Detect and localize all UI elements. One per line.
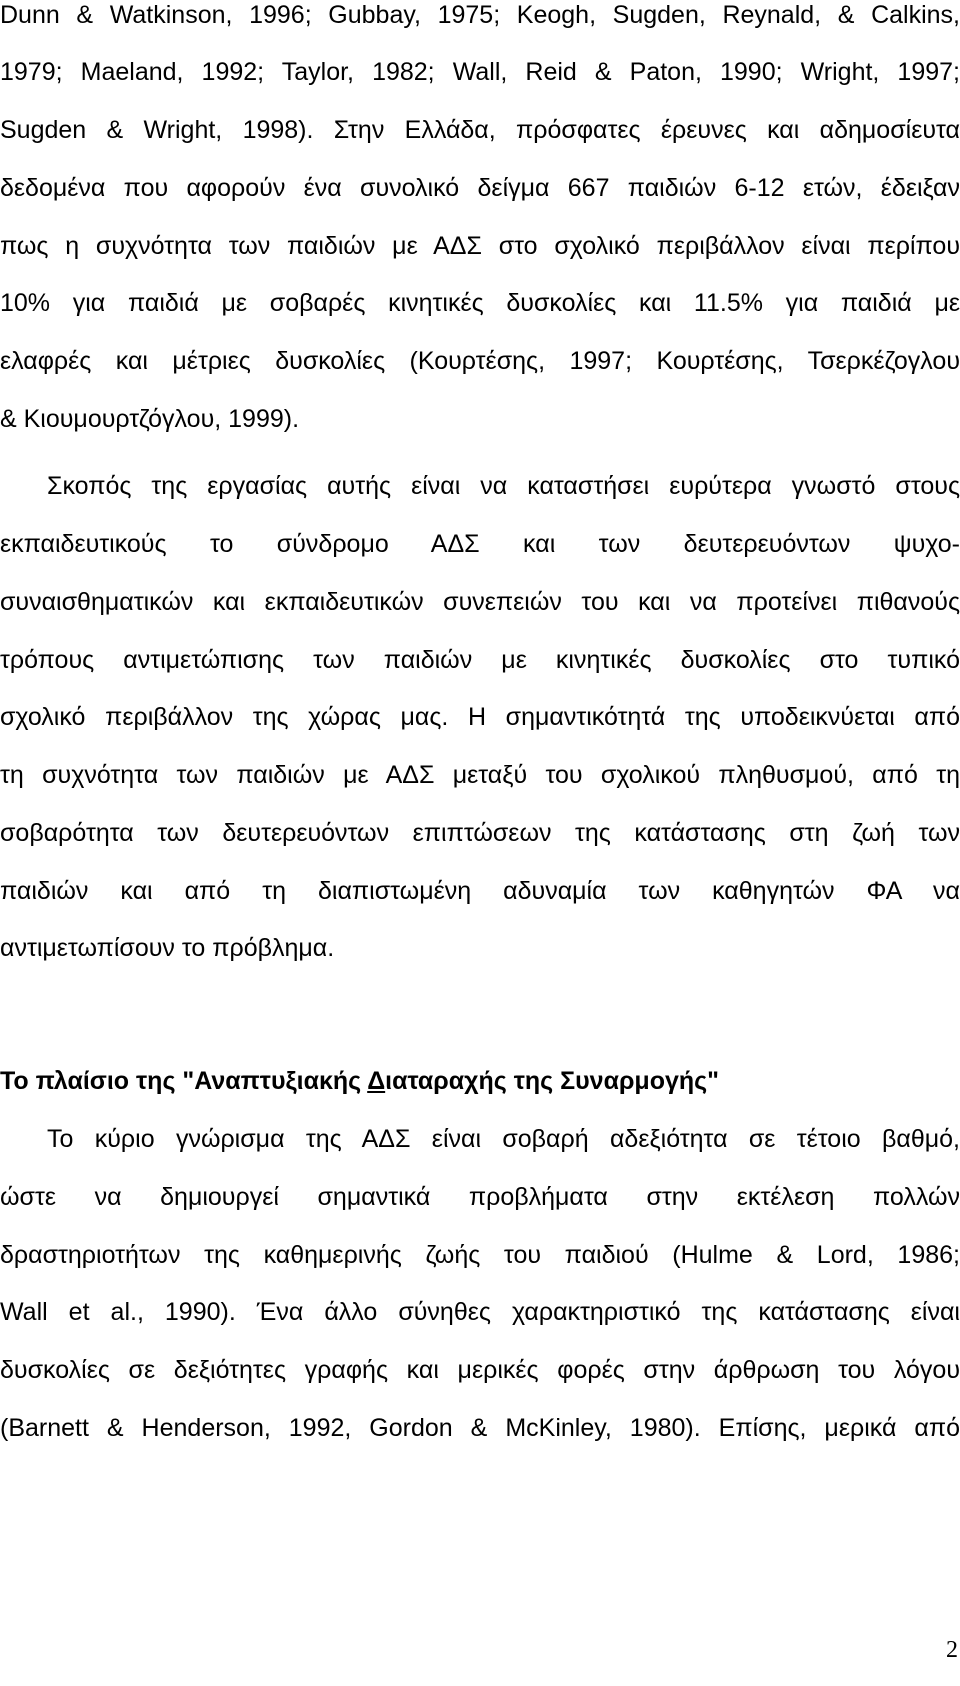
text-line: δυσκολίες σε δεξιότητες γραφής και μερικές φορές στην άρθρωση του λόγου bbox=[0, 1356, 960, 1384]
text-line: σχολικό περιβάλλον της χώρας μας. Η σημαντικότητά της υποδεικνύεται από bbox=[0, 703, 960, 731]
heading-prefix: Το πλαίσιο της "Αναπτυξιακής bbox=[0, 1067, 368, 1095]
text-line: 1979; Maeland, 1992; Taylor, 1982; Wall, Reid & Paton, 1990; Wright, 1997; bbox=[0, 58, 960, 86]
text-line: τη συχνότητα των παιδιών με ΑΔΣ μεταξύ του σχολικού πληθυσμού, από τη bbox=[0, 761, 960, 789]
text-line: Wall et al., 1990). Ένα άλλο σύνηθες χαρακτηριστικό της κατάστασης είναι bbox=[0, 1298, 960, 1326]
text-line: συναισθηματικών και εκπαιδευτικών συνεπειών του και να προτείνει πιθανούς bbox=[0, 588, 960, 616]
page-number: 2 bbox=[946, 1637, 958, 1663]
text-line: τρόπους αντιμετώπισης των παιδιών με κινητικές δυσκολίες στο τυπικό bbox=[0, 646, 960, 674]
text-line: 10% για παιδιά με σοβαρές κινητικές δυσκολίες και 11.5% για παιδιά με bbox=[0, 289, 960, 317]
text-line: δεδομένα που αφορούν ένα συνολικό δείγμα 667 παιδιών 6-12 ετών, έδειξαν bbox=[0, 174, 960, 202]
text-line: δραστηριοτήτων της καθημερινής ζωής του παιδιού (Hulme & Lord, 1986; bbox=[0, 1241, 960, 1269]
text-line: Dunn & Watkinson, 1996; Gubbay, 1975; Keogh, Sugden, Reynald, & Calkins, bbox=[0, 1, 960, 29]
text-line: αντιμετωπίσουν το πρόβλημα. bbox=[0, 934, 335, 962]
text-line: Σκοπός της εργασίας αυτής είναι να καταστήσει ευρύτερα γνωστό στους bbox=[47, 472, 960, 500]
text-line: Το κύριο γνώρισμα της ΑΔΣ είναι σοβαρή αδεξιότητα σε τέτοιο βαθμό, bbox=[47, 1125, 960, 1153]
text-line: Sugden & Wright, 1998). Στην Ελλάδα, πρόσφατες έρευνες και αδημοσίευτα bbox=[0, 116, 960, 144]
text-line: πως η συχνότητα των παιδιών με ΑΔΣ στο σχολικό περιβάλλον είναι περίπου bbox=[0, 232, 960, 260]
text-line: & Κιουμουρτζόγλου, 1999). bbox=[0, 405, 300, 433]
heading-suffix: ιαταραχής της Συναρμογής" bbox=[385, 1067, 720, 1095]
text-line: εκπαιδευτικούς το σύνδρομο ΑΔΣ και των δευτερευόντων ψυχο- bbox=[0, 530, 960, 558]
text-line: ώστε να δημιουργεί σημαντικά προβλήματα στην εκτέλεση πολλών bbox=[0, 1183, 960, 1211]
text-line: σοβαρότητα των δευτερευόντων επιπτώσεων της κατάστασης στη ζωή των bbox=[0, 819, 960, 847]
section-heading bbox=[0, 1066, 719, 1096]
text-line: (Barnett & Henderson, 1992, Gordon & McKinley, 1980). Επίσης, μερικά από bbox=[0, 1414, 960, 1442]
text-line: ελαφρές και μέτριες δυσκολίες (Κουρτέσης, 1997; Κουρτέσης, Τσερκέζογλου bbox=[0, 347, 960, 375]
text-line: παιδιών και από τη διαπιστωμένη αδυναμία των καθηγητών ΦΑ να bbox=[0, 877, 960, 905]
heading-underlined-letter: Δ bbox=[367, 1067, 386, 1095]
